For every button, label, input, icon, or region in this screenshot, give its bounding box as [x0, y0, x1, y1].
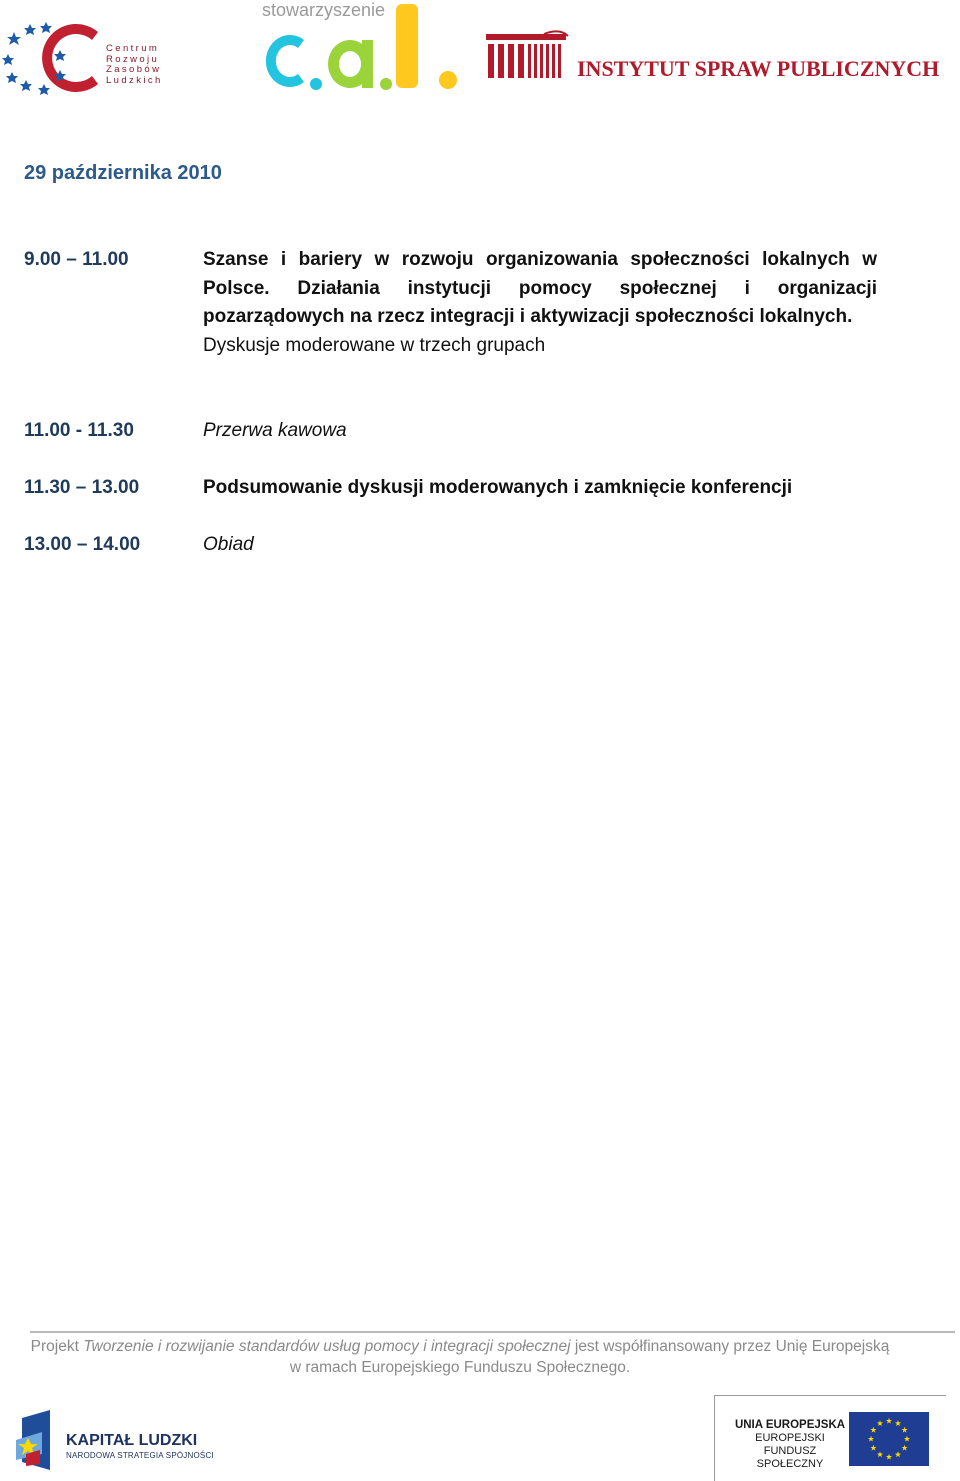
schedule-title: Szanse i bariery w rozwoju organizowania społeczności lokalnych w Polsce. Działania instytucji pomocy społecznej i organizacji pozarządowych na rzecz integracji i aktywizacji społeczności lokalnych. [203, 249, 877, 327]
crzl-logo [2, 14, 172, 96]
isp-logo-mark [484, 30, 574, 84]
schedule-title: Obiad [203, 534, 254, 555]
kapital-ludzki-subtitle: NARODOWA STRATEGIA SPÓJNOŚCI [66, 1451, 214, 1460]
schedule-title: Przerwa kawowa [203, 420, 347, 441]
isp-logo [484, 30, 956, 84]
schedule-description [203, 246, 877, 360]
schedule-note: Dyskusje moderowane w trzech grupach [203, 334, 546, 356]
crzl-word: Zasobów [106, 64, 162, 75]
schedule-time: 13.00 – 14.00 [24, 534, 141, 555]
schedule-time: 11.00 - 11.30 [24, 420, 134, 441]
footer-divider [30, 1331, 955, 1333]
footer-text-suffix: jest współfinansowany przez Unię Europejską w ramach Europejskiego Funduszu Społecznego. [289, 1338, 890, 1376]
eu-line3: FUNDUSZ SPOŁECZNY [756, 1445, 824, 1470]
conference-date: 29 października 2010 [24, 162, 222, 184]
eu-line1: UNIA EUROPEJSKA [734, 1419, 846, 1431]
schedule-time: 11.30 – 13.00 [24, 477, 140, 498]
crzl-logo-text [106, 44, 163, 86]
crzl-word: Centrum [106, 43, 160, 54]
cal-logo-small-text: stowarzyszenie [262, 0, 386, 20]
eu-logo-text [730, 1419, 850, 1471]
kapital-ludzki-title: KAPITAŁ LUDZKI [66, 1432, 198, 1449]
schedule-title: Podsumowanie dyskusji moderowanych i zamknięcie konferencji [203, 477, 793, 498]
kapital-ludzki-mark [16, 1410, 60, 1472]
footer-text-prefix: Projekt [30, 1338, 84, 1355]
crzl-word: Ludzkich [106, 74, 163, 86]
schedule-time: 9.00 – 11.00 [24, 249, 129, 270]
eu-flag-icon [849, 1412, 929, 1466]
footer-funding-note [30, 1336, 890, 1378]
footer-project-name: Tworzenie i rozwijanie standardów usług pomocy i integracji społecznej [83, 1338, 571, 1355]
eu-logo [714, 1395, 946, 1481]
cal-logo [258, 0, 468, 100]
kapital-ludzki-logo [16, 1410, 226, 1476]
crzl-word: Rozwoju [106, 53, 160, 65]
eu-line2: EUROPEJSKI [755, 1432, 825, 1444]
isp-logo-text: INSTYTUT SPRAW PUBLICZNYCH [577, 56, 940, 81]
